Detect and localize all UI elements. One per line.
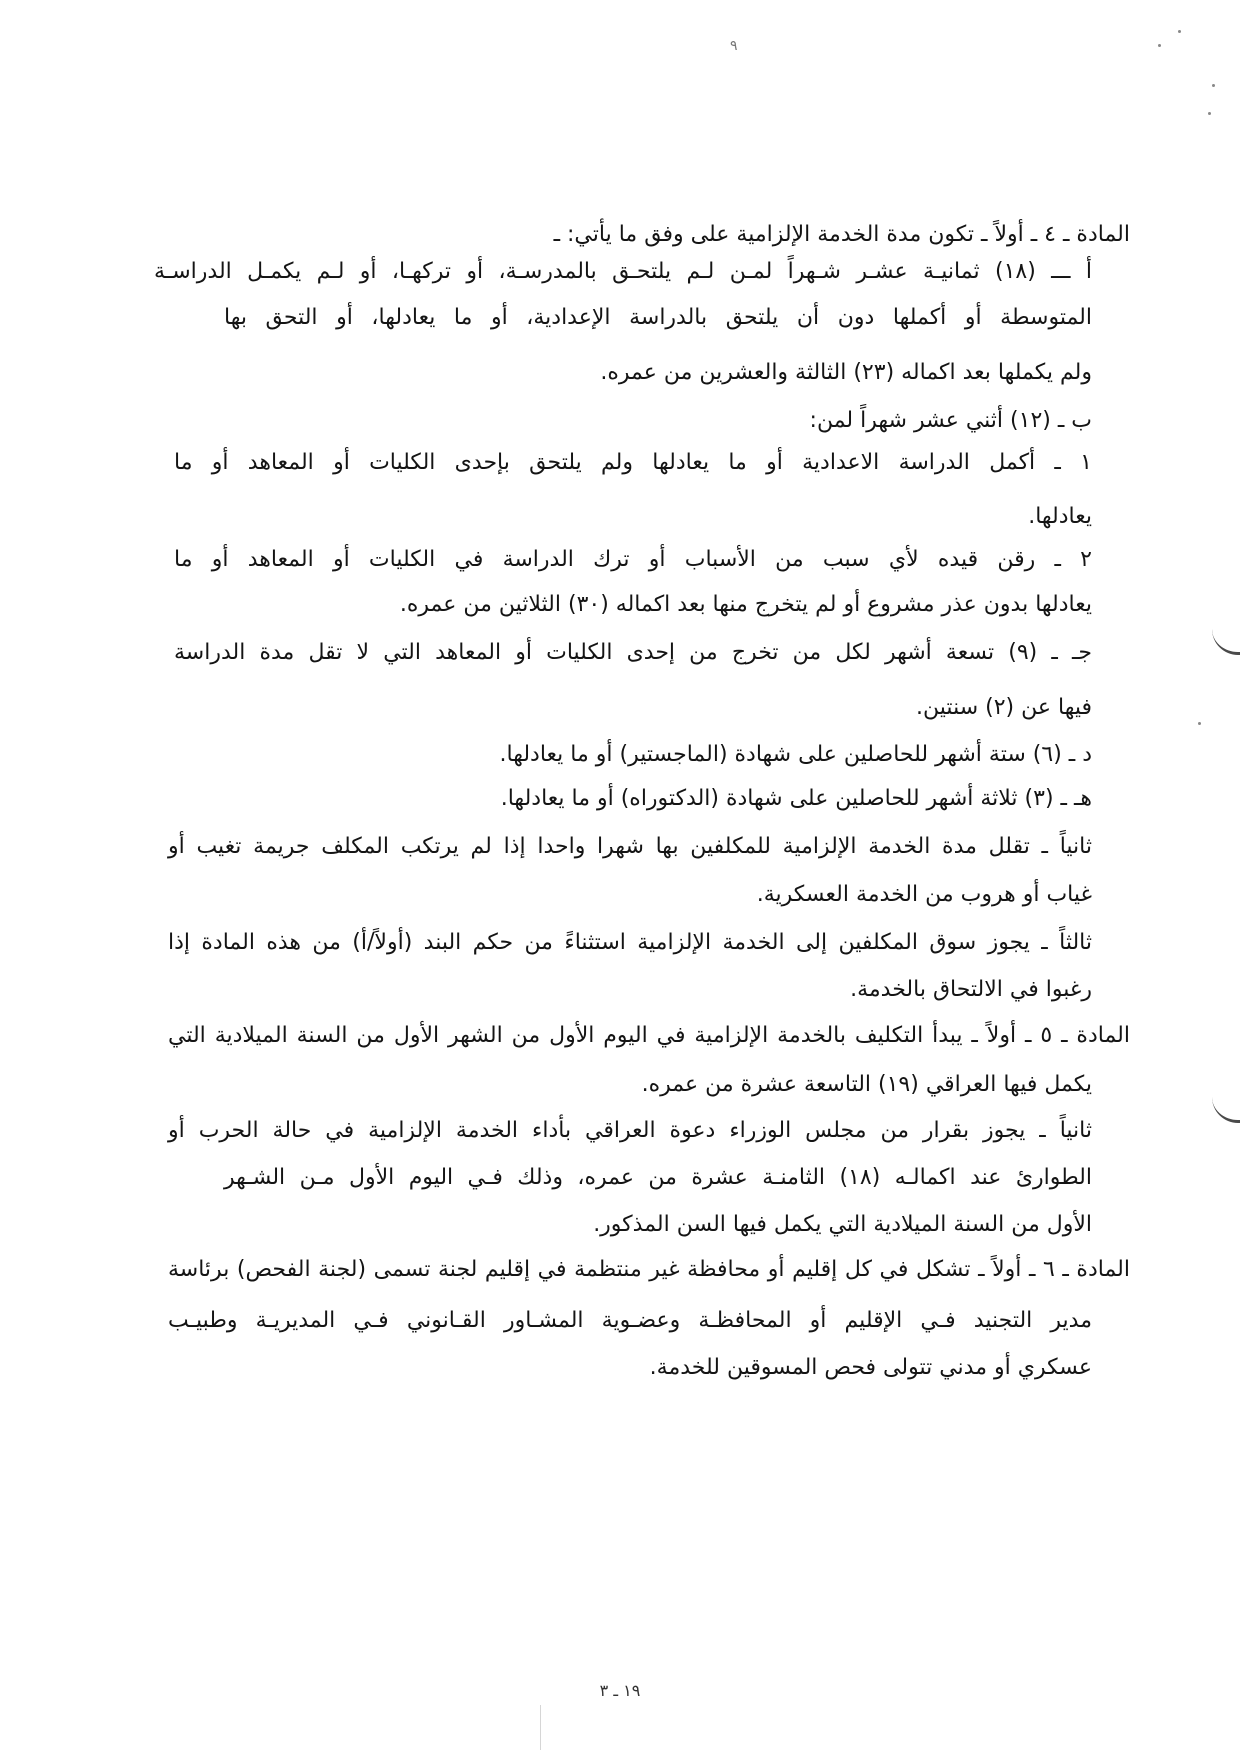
- article-4-item-b: ب ـ (١٢) أثني عشر شهراً لمن:: [809, 408, 1092, 433]
- article-5-second-line-2: الطوارئ عند اكمالـه (١٨) الثامنـة عشرة من عمره، وذلك فـي اليوم الأول مـن الشـهر: [224, 1165, 1092, 1190]
- article-4-item-a-line-2: المتوسطة أو أكملها دون أن يلتحق بالدراسة الإعدادية، أو ما يعادلها، أو التحق بها: [224, 305, 1092, 330]
- article-5-second-line-1: ثانياً ـ يجوز بقرار من مجلس الوزراء دعوة العراقي بأداء الخدمة الإلزامية في حالة الحرب أو: [168, 1118, 1092, 1143]
- article-5-second-line-3: الأول من السنة الميلادية التي يكمل فيها السن المذكور.: [593, 1212, 1092, 1237]
- scan-speck: [1198, 722, 1201, 725]
- article-6-first-line-3: عسكري أو مدني تتولى فحص المسوقين للخدمة.: [649, 1355, 1092, 1380]
- article-4-item-d: د ـ (٦) ستة أشهر للحاصلين على شهادة (الماجستير) أو ما يعادلها.: [499, 742, 1092, 767]
- top-page-mark: ٩: [730, 38, 738, 54]
- article-4-item-a-line-1: أ ـــ (١٨) ثمانيـة عشـر شـهراً لمـن لـم يلتحـق بالمدرسـة، أو تركهـا، أو لـم يكمـل الدراسـة: [154, 259, 1092, 284]
- article-5-first-line-1: المادة ـ ٥ ـ أولاً ـ يبدأ التكليف بالخدمة الإلزامية في اليوم الأول من الشهر الأول من السنة الميلادية التي: [168, 1023, 1130, 1048]
- article-4-item-b1-line-1: ١ ـ أكمل الدراسة الاعدادية أو ما يعادلها ولم يلتحق بإحدى الكليات أو المعاهد أو ما: [174, 450, 1092, 475]
- punch-hole-top: [1212, 626, 1240, 655]
- article-4-item-c-line-1: جـ ـ (٩) تسعة أشهر لكل من تخرج من إحدى الكليات أو المعاهد التي لا تقل مدة الدراسة: [174, 640, 1092, 665]
- article-4-heading: المادة ـ ٤ ـ أولاً ـ تكون مدة الخدمة الإلزامية على وفق ما يأتي: ـ: [553, 222, 1130, 247]
- article-4-third-line-2: رغبوا في الالتحاق بالخدمة.: [850, 977, 1092, 1002]
- article-6-first-line-1: المادة ـ ٦ ـ أولاً ـ تشكل في كل إقليم أو محافظة غير منتظمة في إقليم لجنة تسمى (لجنة الفحص) برئاسة: [168, 1257, 1130, 1282]
- scan-speck: [1178, 30, 1181, 33]
- scan-speck: [1158, 44, 1161, 47]
- article-4-item-e: هـ ـ (٣) ثلاثة أشهر للحاصلين على شهادة (الدكتوراه) أو ما يعادلها.: [500, 786, 1092, 811]
- scan-speck: [1208, 112, 1211, 115]
- article-4-item-b2-line-1: ٢ ـ رقن قيده لأي سبب من الأسباب أو ترك الدراسة في الكليات أو المعاهد أو ما: [174, 547, 1092, 572]
- article-4-item-c-line-2: فيها عن (٢) سنتين.: [916, 695, 1092, 720]
- article-4-item-b1-line-2: يعادلها.: [1028, 504, 1092, 529]
- scan-fold-line: [540, 1705, 541, 1750]
- article-4-third-line-1: ثالثاً ـ يجوز سوق المكلفين إلى الخدمة الإلزامية استثناءً من حكم البند (أولاً/أ) من هذه المادة إذا: [168, 930, 1092, 955]
- punch-hole-bottom: [1212, 1094, 1240, 1123]
- article-4-item-b2-line-2: يعادلها بدون عذر مشروع أو لم يتخرج منها بعد اكماله (٣٠) الثلاثين من عمره.: [399, 592, 1092, 617]
- article-4-second-line-2: غياب أو هروب من الخدمة العسكرية.: [756, 882, 1092, 907]
- article-4-second-line-1: ثانياً ـ تقلل مدة الخدمة الإلزامية للمكلفين بها شهرا واحدا إذا لم يرتكب المكلف جريمة تغيب أو: [168, 834, 1092, 859]
- article-4-item-a-line-3: ولم يكملها بعد اكماله (٢٣) الثالثة والعشرين من عمره.: [600, 360, 1092, 385]
- page-number: ١٩ ـ ٣: [599, 1681, 641, 1700]
- scan-speck: [1212, 84, 1215, 87]
- article-5-first-line-2: يكمل فيها العراقي (١٩) التاسعة عشرة من عمره.: [641, 1072, 1092, 1097]
- article-6-first-line-2: مدير التجنيد فـي الإقليم أو المحافظـة وعضـوية المشـاور القـانوني فـي المديريـة وطبيـب: [168, 1308, 1092, 1333]
